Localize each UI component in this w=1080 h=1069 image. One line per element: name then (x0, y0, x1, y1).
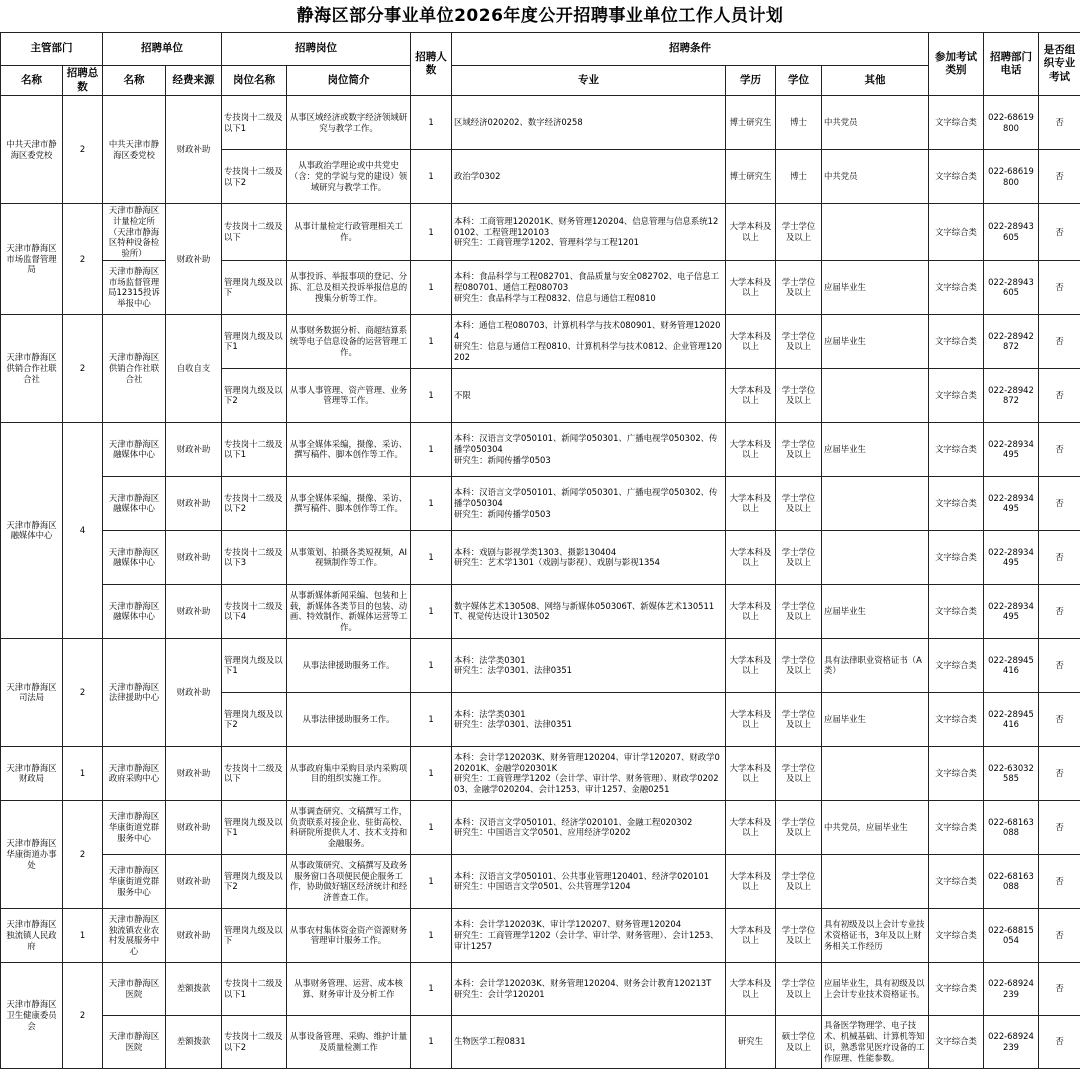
phone: 022-68924239 (984, 1015, 1039, 1068)
post-name: 专技岗十二级及以下1 (222, 96, 287, 150)
major: 本科：汉语言文学050101、新闻学050301、广播电视学050302、传播学050304 研究生：新闻传播学0503 (452, 422, 726, 476)
dept-name: 天津市静海区供销合作社联合社 (1, 314, 63, 422)
post-count: 1 (411, 584, 452, 638)
phone: 022-28934495 (984, 530, 1039, 584)
org-exam: 否 (1039, 150, 1080, 204)
post-name: 管理岗九级及以下2 (222, 368, 287, 422)
major: 本科：戏剧与影视学类1303、摄影130404 研究生：艺术学1301（戏剧与影视）、戏剧与影视1354 (452, 530, 726, 584)
phone: 022-68163088 (984, 854, 1039, 908)
post-name: 专技岗十二级及以下 (222, 204, 287, 261)
unit-name: 天津市静海区融媒体中心 (103, 530, 166, 584)
dept-total: 2 (63, 314, 103, 422)
org-exam: 否 (1039, 746, 1080, 800)
education: 大学本科及以上 (726, 800, 776, 854)
exam-type: 文字综合类 (929, 800, 984, 854)
major: 本科：会计学120203K、审计学120207、财务管理120204 研究生：工商管理学1202（会计学、审计学、财务管理）、会计1253、审计1257 (452, 908, 726, 962)
funding: 财政补助 (166, 584, 222, 638)
header-phone: 招聘部门电话 (984, 33, 1039, 96)
education: 大学本科及以上 (726, 962, 776, 1015)
phone: 022-63032585 (984, 746, 1039, 800)
degree: 学士学位及以上 (776, 746, 822, 800)
degree: 学士学位及以上 (776, 476, 822, 530)
phone: 022-28934495 (984, 584, 1039, 638)
org-exam: 否 (1039, 1015, 1080, 1068)
major: 本科：会计学120203K、财务管理120204、审计学120207、财政学020201K、金融学020301K 研究生：工商管理学1202（会计学、审计学、财务管理）、财政学020203、金融学020204、会计1253、审计1257、金融0251 (452, 746, 726, 800)
degree: 学士学位及以上 (776, 260, 822, 314)
dept-total: 2 (63, 204, 103, 315)
post-name: 管理岗九级及以下 (222, 908, 287, 962)
education: 大学本科及以上 (726, 854, 776, 908)
dept-name: 天津市静海区华康街道办事处 (1, 800, 63, 908)
dept-name: 天津市静海区财政局 (1, 746, 63, 800)
dept-total: 2 (63, 800, 103, 908)
post-desc: 从事全媒体采编，摄像、采访、撰写稿件、脚本创作等工作。 (287, 476, 411, 530)
unit-name: 天津市静海区医院 (103, 962, 166, 1015)
other: 应届毕业生 (822, 584, 929, 638)
table-row (1, 854, 1080, 908)
post-desc: 从事法律援助服务工作。 (287, 692, 411, 746)
exam-type: 文字综合类 (929, 314, 984, 368)
degree: 学士学位及以上 (776, 908, 822, 962)
phone: 022-28945416 (984, 692, 1039, 746)
post-desc: 从事策划、拍摄各类短视频，AI视频制作等工作。 (287, 530, 411, 584)
post-name: 专技岗十二级及以下2 (222, 1015, 287, 1068)
exam-type: 文字综合类 (929, 204, 984, 261)
exam-type: 文字综合类 (929, 692, 984, 746)
post-desc: 从事政治学理论或中共党史（含：党的学说与党的建设）领域研究与教学工作。 (287, 150, 411, 204)
post-name: 管理岗九级及以下1 (222, 314, 287, 368)
other: 应届毕业生，具有初级及以上会计专业技术资格证书。 (822, 962, 929, 1015)
post-desc: 从事财务数据分析、商超结算系统等电子信息设备的运营管理工作。 (287, 314, 411, 368)
org-exam: 否 (1039, 584, 1080, 638)
phone: 022-28945416 (984, 638, 1039, 692)
major: 数字媒体艺术130508、网络与新媒体050306T、新媒体艺术130511T、视觉传达设计130502 (452, 584, 726, 638)
dept-total: 2 (63, 638, 103, 746)
post-count: 1 (411, 476, 452, 530)
other (822, 368, 929, 422)
header-dept-total: 招聘总数 (63, 66, 103, 96)
phone: 022-28942872 (984, 314, 1039, 368)
degree: 学士学位及以上 (776, 800, 822, 854)
phone: 022-68619800 (984, 150, 1039, 204)
major: 本科：汉语言文学050101、新闻学050301、广播电视学050302、传播学050304 研究生：新闻传播学0503 (452, 476, 726, 530)
post-desc: 从事设备管理、采购、维护计量及质量检测工作 (287, 1015, 411, 1068)
table-row (1, 1015, 1080, 1068)
header-conditions: 招聘条件 (452, 33, 929, 66)
header-post: 招聘岗位 (222, 33, 411, 66)
post-desc: 从事人事管理、资产管理、业务管理等工作。 (287, 368, 411, 422)
org-exam: 否 (1039, 962, 1080, 1015)
other (822, 854, 929, 908)
header-org-exam: 是否组织专业考试 (1039, 33, 1080, 96)
exam-type: 文字综合类 (929, 908, 984, 962)
degree: 学士学位及以上 (776, 854, 822, 908)
post-count: 1 (411, 800, 452, 854)
funding: 财政补助 (166, 746, 222, 800)
org-exam: 否 (1039, 476, 1080, 530)
other: 中共党员 (822, 96, 929, 150)
funding: 财政补助 (166, 422, 222, 476)
exam-type: 文字综合类 (929, 746, 984, 800)
table-row (1, 260, 1080, 314)
funding: 自收自支 (166, 314, 222, 422)
phone: 022-28934495 (984, 422, 1039, 476)
post-count: 1 (411, 854, 452, 908)
other: 具有初级及以上会计专业技术资格证书，3年及以上财务相关工作经历 (822, 908, 929, 962)
education: 大学本科及以上 (726, 638, 776, 692)
major: 政治学0302 (452, 150, 726, 204)
funding: 财政补助 (166, 204, 222, 315)
post-name: 管理岗九级及以下2 (222, 854, 287, 908)
exam-type: 文字综合类 (929, 368, 984, 422)
dept-name: 天津市静海区卫生健康委员会 (1, 962, 63, 1068)
other: 具备医学物理学、电子技术、机械基础、计算机等知识，熟悉常见医疗设备的工作原理、性能参数。 (822, 1015, 929, 1068)
dept-total: 1 (63, 908, 103, 962)
post-desc: 从事政府集中采购目录内采购项目的组织实施工作。 (287, 746, 411, 800)
funding: 财政补助 (166, 638, 222, 746)
post-name: 管理岗九级及以下 (222, 260, 287, 314)
phone: 022-28934495 (984, 476, 1039, 530)
table-row (1, 96, 1080, 150)
table-row (1, 204, 1080, 261)
org-exam: 否 (1039, 204, 1080, 261)
phone: 022-28942872 (984, 368, 1039, 422)
other: 中共党员 (822, 150, 929, 204)
education: 大学本科及以上 (726, 584, 776, 638)
education: 博士研究生 (726, 150, 776, 204)
exam-type: 文字综合类 (929, 530, 984, 584)
post-desc: 从事新媒体新闻采编、包装和上载，新媒体各类节目的包装、动画、特效制作、新媒体运营等工作。 (287, 584, 411, 638)
education: 大学本科及以上 (726, 422, 776, 476)
post-count: 1 (411, 314, 452, 368)
post-count: 1 (411, 962, 452, 1015)
education: 大学本科及以上 (726, 368, 776, 422)
unit-name: 天津市静海区医院 (103, 1015, 166, 1068)
other: 应届毕业生 (822, 260, 929, 314)
post-desc: 从事农村集体资金资产资源财务管理审计服务工作。 (287, 908, 411, 962)
post-name: 管理岗九级及以下1 (222, 800, 287, 854)
exam-type: 文字综合类 (929, 962, 984, 1015)
phone: 022-68619800 (984, 96, 1039, 150)
post-name: 管理岗九级及以下2 (222, 692, 287, 746)
dept-total: 2 (63, 962, 103, 1068)
other (822, 204, 929, 261)
exam-type: 文字综合类 (929, 260, 984, 314)
org-exam: 否 (1039, 854, 1080, 908)
dept-total: 2 (63, 96, 103, 204)
post-count: 1 (411, 422, 452, 476)
degree: 学士学位及以上 (776, 530, 822, 584)
degree: 博士 (776, 150, 822, 204)
header-row-2 (1, 66, 1080, 96)
major: 本科：食品科学与工程082701、食品质量与安全082702、电子信息工程080701、通信工程080703 研究生：食品科学与工程0832、信息与通信工程0810 (452, 260, 726, 314)
dept-name: 中共天津市静海区委党校 (1, 96, 63, 204)
exam-type: 文字综合类 (929, 96, 984, 150)
table-row (1, 908, 1080, 962)
org-exam: 否 (1039, 260, 1080, 314)
post-desc: 从事财务管理、运营、成本核算、财务审计及分析工作 (287, 962, 411, 1015)
dept-total: 1 (63, 746, 103, 800)
exam-type: 文字综合类 (929, 854, 984, 908)
post-count: 1 (411, 638, 452, 692)
header-degree: 学位 (776, 66, 822, 96)
post-desc: 从事计量检定行政管理相关工作。 (287, 204, 411, 261)
education: 大学本科及以上 (726, 204, 776, 261)
post-name: 管理岗九级及以下1 (222, 638, 287, 692)
header-count: 招聘人数 (411, 33, 452, 96)
table-row (1, 584, 1080, 638)
funding: 财政补助 (166, 476, 222, 530)
post-desc: 从事法律援助服务工作。 (287, 638, 411, 692)
unit-name: 天津市静海区华康街道党群服务中心 (103, 800, 166, 854)
major: 本科：通信工程080703、计算机科学与技术080901、财务管理120204 研究生：信息与通信工程0810、计算机科学与技术0812、企业管理120202 (452, 314, 726, 368)
post-count: 1 (411, 692, 452, 746)
major: 本科：法学类0301 研究生：法学0301、法律0351 (452, 638, 726, 692)
org-exam: 否 (1039, 530, 1080, 584)
header-edu: 学历 (726, 66, 776, 96)
table-row (1, 314, 1080, 368)
degree: 学士学位及以上 (776, 584, 822, 638)
post-name: 专技岗十二级及以下2 (222, 150, 287, 204)
degree: 学士学位及以上 (776, 204, 822, 261)
education: 大学本科及以上 (726, 692, 776, 746)
page-title: 静海区部分事业单位2026年度公开招聘事业单位工作人员计划 (0, 0, 1080, 32)
funding: 差额拨款 (166, 962, 222, 1015)
dept-name: 天津市静海区独流镇人民政府 (1, 908, 63, 962)
post-count: 1 (411, 204, 452, 261)
exam-type: 文字综合类 (929, 476, 984, 530)
table-row (1, 800, 1080, 854)
post-name: 专技岗十二级及以下4 (222, 584, 287, 638)
education: 大学本科及以上 (726, 476, 776, 530)
post-count: 1 (411, 368, 452, 422)
dept-name: 天津市静海区司法局 (1, 638, 63, 746)
education: 大学本科及以上 (726, 314, 776, 368)
dept-name: 天津市静海区市场监督管理局 (1, 204, 63, 315)
degree: 学士学位及以上 (776, 962, 822, 1015)
education: 大学本科及以上 (726, 260, 776, 314)
post-count: 1 (411, 260, 452, 314)
exam-type: 文字综合类 (929, 584, 984, 638)
post-count: 1 (411, 150, 452, 204)
post-desc: 从事政策研究、文稿撰写及政务服务窗口各项便民便企服务工作，协助做好辖区经济统计和经济普查工作。 (287, 854, 411, 908)
other: 中共党员，应届毕业生 (822, 800, 929, 854)
header-row-1 (1, 33, 1080, 66)
header-post-desc: 岗位简介 (287, 66, 411, 96)
phone: 022-68163088 (984, 800, 1039, 854)
funding: 差额拨款 (166, 1015, 222, 1068)
phone: 022-68924239 (984, 962, 1039, 1015)
unit-name: 天津市静海区法律援助中心 (103, 638, 166, 746)
exam-type: 文字综合类 (929, 150, 984, 204)
unit-name: 天津市静海区融媒体中心 (103, 422, 166, 476)
table-row (1, 962, 1080, 1015)
major: 区域经济020202、数字经济0258 (452, 96, 726, 150)
post-name: 专技岗十二级及以下2 (222, 476, 287, 530)
post-desc: 从事投诉、举报事项的登记、分拣、汇总及相关投诉举报信息的搜集分析等工作。 (287, 260, 411, 314)
dept-name: 天津市静海区融媒体中心 (1, 422, 63, 638)
post-desc: 从事区域经济或数字经济领域研究与教学工作。 (287, 96, 411, 150)
org-exam: 否 (1039, 908, 1080, 962)
other: 应届毕业生 (822, 422, 929, 476)
phone: 022-68815054 (984, 908, 1039, 962)
post-name: 专技岗十二级及以下1 (222, 422, 287, 476)
header-unit-name: 名称 (103, 66, 166, 96)
other: 应届毕业生 (822, 314, 929, 368)
unit-name: 天津市静海区供销合作社联合社 (103, 314, 166, 422)
education: 研究生 (726, 1015, 776, 1068)
recruitment-table (0, 32, 1080, 1069)
funding: 财政补助 (166, 854, 222, 908)
header-other: 其他 (822, 66, 929, 96)
funding: 财政补助 (166, 96, 222, 204)
major: 本科：工商管理120201K、财务管理120204、信息管理与信息系统120102、工程管理120103 研究生：工商管理学1202、管理科学与工程1201 (452, 204, 726, 261)
table-row (1, 476, 1080, 530)
major: 本科：汉语言文学050101、经济学020101、金融工程020302 研究生：中国语言文学0501、应用经济学0202 (452, 800, 726, 854)
org-exam: 否 (1039, 800, 1080, 854)
major: 本科：汉语言文学050101、公共事业管理120401、经济学020101 研究生：中国语言文学0501、公共管理学1204 (452, 854, 726, 908)
degree: 学士学位及以上 (776, 422, 822, 476)
post-count: 1 (411, 1015, 452, 1068)
org-exam: 否 (1039, 314, 1080, 368)
exam-type: 文字综合类 (929, 1015, 984, 1068)
education: 博士研究生 (726, 96, 776, 150)
header-major: 专业 (452, 66, 726, 96)
degree: 学士学位及以上 (776, 692, 822, 746)
org-exam: 否 (1039, 422, 1080, 476)
other: 应届毕业生 (822, 692, 929, 746)
header-funding: 经费来源 (166, 66, 222, 96)
dept-total: 4 (63, 422, 103, 638)
table-row (1, 422, 1080, 476)
degree: 博士 (776, 96, 822, 150)
post-name: 专技岗十二级及以下3 (222, 530, 287, 584)
funding: 财政补助 (166, 530, 222, 584)
education: 大学本科及以上 (726, 530, 776, 584)
unit-name: 天津市静海区华康街道党群服务中心 (103, 854, 166, 908)
post-count: 1 (411, 908, 452, 962)
header-exam: 参加考试类别 (929, 33, 984, 96)
post-desc: 从事全媒体采编，摄像、采访、撰写稿件、脚本创作等工作。 (287, 422, 411, 476)
education: 大学本科及以上 (726, 908, 776, 962)
exam-type: 文字综合类 (929, 638, 984, 692)
unit-name: 天津市静海区政府采购中心 (103, 746, 166, 800)
post-count: 1 (411, 96, 452, 150)
post-name: 专技岗十二级及以下 (222, 746, 287, 800)
other (822, 476, 929, 530)
major: 本科：法学类0301 研究生：法学0301、法律0351 (452, 692, 726, 746)
unit-name: 中共天津市静海区委党校 (103, 96, 166, 204)
degree: 学士学位及以上 (776, 638, 822, 692)
phone: 022-28943605 (984, 204, 1039, 261)
header-post-name: 岗位名称 (222, 66, 287, 96)
header-dept-name: 名称 (1, 66, 63, 96)
post-count: 1 (411, 746, 452, 800)
unit-name: 天津市静海区市场监督管理局12315投诉举报中心 (103, 260, 166, 314)
degree: 学士学位及以上 (776, 368, 822, 422)
major: 不限 (452, 368, 726, 422)
other (822, 746, 929, 800)
header-main-dept: 主管部门 (1, 33, 103, 66)
exam-type: 文字综合类 (929, 422, 984, 476)
header-unit: 招聘单位 (103, 33, 222, 66)
post-name: 专技岗十二级及以下1 (222, 962, 287, 1015)
degree: 学士学位及以上 (776, 314, 822, 368)
org-exam: 否 (1039, 638, 1080, 692)
other (822, 530, 929, 584)
phone: 022-28943605 (984, 260, 1039, 314)
funding: 财政补助 (166, 908, 222, 962)
org-exam: 否 (1039, 692, 1080, 746)
unit-name: 天津市静海区独流镇农业农村发展服务中心 (103, 908, 166, 962)
unit-name: 天津市静海区计量检定所（天津市静海区特种设备检验所） (103, 204, 166, 261)
table-body (1, 96, 1080, 1069)
unit-name: 天津市静海区融媒体中心 (103, 476, 166, 530)
funding: 财政补助 (166, 800, 222, 854)
education: 大学本科及以上 (726, 746, 776, 800)
org-exam: 否 (1039, 96, 1080, 150)
major: 本科：会计学120203K、财务管理120204、财务会计教育120213T 研究生：会计学120201 (452, 962, 726, 1015)
major: 生物医学工程0831 (452, 1015, 726, 1068)
post-desc: 从事调查研究、文稿撰写工作，负责联系对接企业、驻街高校、科研院所提供人才、技术支持和金融服务。 (287, 800, 411, 854)
table-row (1, 530, 1080, 584)
unit-name: 天津市静海区融媒体中心 (103, 584, 166, 638)
table-row (1, 746, 1080, 800)
org-exam: 否 (1039, 368, 1080, 422)
degree: 硕士学位及以上 (776, 1015, 822, 1068)
table-row (1, 638, 1080, 692)
post-count: 1 (411, 530, 452, 584)
other: 具有法律职业资格证书（A类） (822, 638, 929, 692)
